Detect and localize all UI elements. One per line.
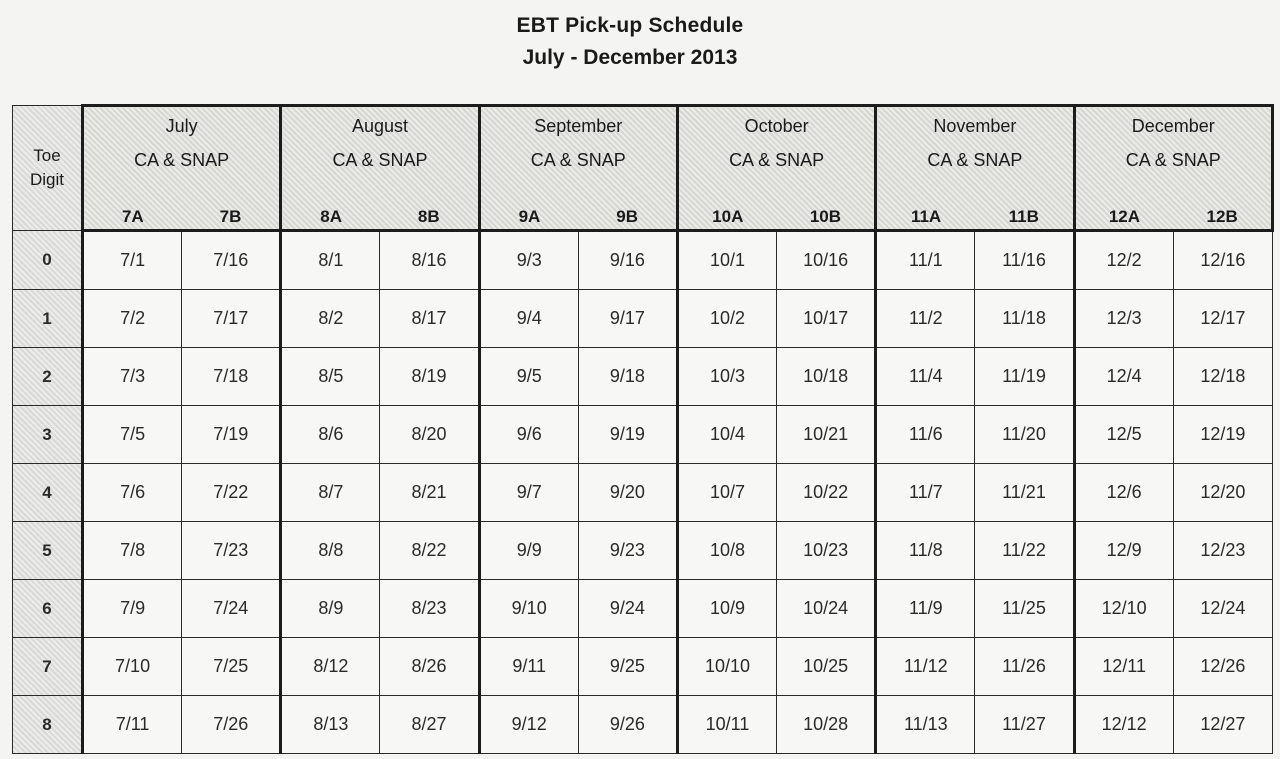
date-cell: 7/22 [182,464,281,522]
date-cell: 9/18 [578,348,677,406]
date-cell: 9/11 [479,638,578,696]
month-header-december [1074,106,1272,231]
date-cell: 9/16 [578,231,677,290]
toe-digit-cell: 5 [13,522,83,580]
date-cell: 12/20 [1173,464,1272,522]
date-cell: 11/22 [975,522,1074,580]
document-title: EBT Pick-up Schedule [516,14,744,37]
date-cell: 8/5 [281,348,380,406]
date-cell: 10/11 [677,696,776,754]
date-cell: 7/24 [182,580,281,638]
title-block [0,10,1260,74]
date-cell: 8/17 [380,290,479,348]
month-header-august [281,106,479,231]
cycle-label: 8B [417,207,440,226]
schedule-body [13,231,1273,754]
month-name: August [351,116,408,136]
date-cell: 11/21 [975,464,1074,522]
date-cell: 10/3 [677,348,776,406]
toe-digit-cell: 8 [13,696,83,754]
date-cell: 8/9 [281,580,380,638]
date-cell: 9/25 [578,638,677,696]
date-cell: 11/16 [975,231,1074,290]
date-cell: 12/19 [1173,406,1272,464]
date-cell: 9/7 [479,464,578,522]
date-cell: 8/1 [281,231,380,290]
date-cell: 7/5 [83,406,182,464]
cycle-label: 7B [219,207,242,226]
toe-digit-cell: 0 [13,231,83,290]
cycle-label: 11B [1008,207,1039,226]
date-cell: 10/24 [777,580,876,638]
cycle-label: 9A [518,207,541,226]
date-cell: 8/8 [281,522,380,580]
date-cell: 12/6 [1074,464,1173,522]
date-cell: 7/1 [83,231,182,290]
date-cell: 10/7 [677,464,776,522]
date-cell: 8/6 [281,406,380,464]
date-cell: 8/22 [380,522,479,580]
date-cell: 8/7 [281,464,380,522]
date-cell: 9/9 [479,522,578,580]
date-cell: 12/3 [1074,290,1173,348]
date-cell: 7/10 [83,638,182,696]
program-label: CA & SNAP [134,150,230,170]
date-cell: 7/26 [182,696,281,754]
date-cell: 9/12 [479,696,578,754]
date-cell: 12/27 [1173,696,1272,754]
month-name: October [744,116,809,136]
table-row [13,580,1273,638]
date-cell: 9/20 [578,464,677,522]
date-cell: 11/13 [876,696,975,754]
date-cell: 8/26 [380,638,479,696]
date-cell: 9/3 [479,231,578,290]
program-label: CA & SNAP [332,150,428,170]
date-cell: 12/5 [1074,406,1173,464]
date-cell: 10/25 [777,638,876,696]
date-cell: 7/17 [182,290,281,348]
date-cell: 11/4 [876,348,975,406]
date-cell: 8/20 [380,406,479,464]
date-cell: 11/9 [876,580,975,638]
date-cell: 11/7 [876,464,975,522]
month-header-july [83,106,281,231]
month-header-september [479,106,677,231]
date-cell: 12/16 [1173,231,1272,290]
date-cell: 12/10 [1074,580,1173,638]
date-cell: 10/21 [777,406,876,464]
cycle-label: 12A [1108,207,1141,226]
toe-digit-cell: 3 [13,406,83,464]
date-cell: 11/26 [975,638,1074,696]
month-name: December [1131,116,1215,136]
table-row [13,290,1273,348]
date-cell: 12/18 [1173,348,1272,406]
date-cell: 10/23 [777,522,876,580]
date-cell: 12/11 [1074,638,1173,696]
date-cell: 10/9 [677,580,776,638]
date-cell: 8/23 [380,580,479,638]
date-cell: 8/27 [380,696,479,754]
date-cell: 11/8 [876,522,975,580]
table-row [13,638,1273,696]
date-cell: 12/17 [1173,290,1272,348]
date-cell: 10/4 [677,406,776,464]
toe-digit-cell: 6 [13,580,83,638]
date-cell: 7/6 [83,464,182,522]
month-header-november [876,106,1074,231]
date-cell: 9/23 [578,522,677,580]
date-cell: 11/20 [975,406,1074,464]
table-row [13,696,1273,754]
date-cell: 8/13 [281,696,380,754]
date-cell: 7/25 [182,638,281,696]
header-row [13,106,1273,231]
toe-digit-cell: 4 [13,464,83,522]
date-cell: 9/24 [578,580,677,638]
date-cell: 8/21 [380,464,479,522]
date-cell: 10/1 [677,231,776,290]
date-cell: 10/16 [777,231,876,290]
cycle-label: 11A [910,207,942,226]
date-cell: 11/6 [876,406,975,464]
date-cell: 12/12 [1074,696,1173,754]
date-cell: 7/16 [182,231,281,290]
date-cell: 11/25 [975,580,1074,638]
date-cell: 12/26 [1173,638,1272,696]
date-cell: 7/19 [182,406,281,464]
date-cell: 12/9 [1074,522,1173,580]
date-cell: 12/24 [1173,580,1272,638]
date-cell: 9/17 [578,290,677,348]
date-cell: 9/5 [479,348,578,406]
table-row [13,464,1273,522]
program-label: CA & SNAP [729,150,825,170]
pickup-schedule-table [12,104,1274,754]
date-cell: 8/19 [380,348,479,406]
date-cell: 7/11 [83,696,182,754]
program-label: CA & SNAP [1125,150,1221,170]
date-cell: 11/18 [975,290,1074,348]
table-row [13,522,1273,580]
toe-digit-cell: 7 [13,638,83,696]
month-header-october [677,106,875,231]
date-cell: 12/23 [1173,522,1272,580]
date-cell: 8/12 [281,638,380,696]
date-cell: 10/28 [777,696,876,754]
date-cell: 11/1 [876,231,975,290]
document-subtitle: July - December 2013 [522,46,738,69]
table-row [13,231,1273,290]
toe-digit-cell: 1 [13,290,83,348]
date-cell: 8/2 [281,290,380,348]
date-cell: 9/26 [578,696,677,754]
date-cell: 12/2 [1074,231,1173,290]
date-cell: 7/23 [182,522,281,580]
month-name: November [933,116,1017,136]
date-cell: 9/4 [479,290,578,348]
date-cell: 11/12 [876,638,975,696]
date-cell: 11/2 [876,290,975,348]
cycle-label: 8A [320,207,342,226]
date-cell: 10/8 [677,522,776,580]
table-row [13,406,1273,464]
date-cell: 8/16 [380,231,479,290]
date-cell: 10/2 [677,290,776,348]
date-cell: 7/9 [83,580,182,638]
program-label: CA & SNAP [530,150,626,170]
date-cell: 10/17 [777,290,876,348]
date-cell: 10/18 [777,348,876,406]
date-cell: 11/19 [975,348,1074,406]
date-cell: 7/18 [182,348,281,406]
date-cell: 7/2 [83,290,182,348]
date-cell: 9/10 [479,580,578,638]
date-cell: 10/22 [777,464,876,522]
toe-digit-label: Toe Digit [29,146,64,189]
date-cell: 7/8 [83,522,182,580]
date-cell: 7/3 [83,348,182,406]
program-label: CA & SNAP [927,150,1023,170]
date-cell: 12/4 [1074,348,1173,406]
date-cell: 11/27 [975,696,1074,754]
table-row [13,348,1273,406]
month-name: July [165,116,198,136]
toe-digit-cell: 2 [13,348,83,406]
date-cell: 9/6 [479,406,578,464]
cycle-label: 12B [1206,207,1238,226]
cycle-label: 9B [616,207,638,226]
cycle-label: 10B [809,207,842,226]
date-cell: 10/10 [677,638,776,696]
cycle-label: 7A [121,207,144,226]
cycle-label: 10A [712,207,744,226]
toe-digit-header [13,106,83,231]
date-cell: 9/19 [578,406,677,464]
month-name: September [534,116,623,136]
